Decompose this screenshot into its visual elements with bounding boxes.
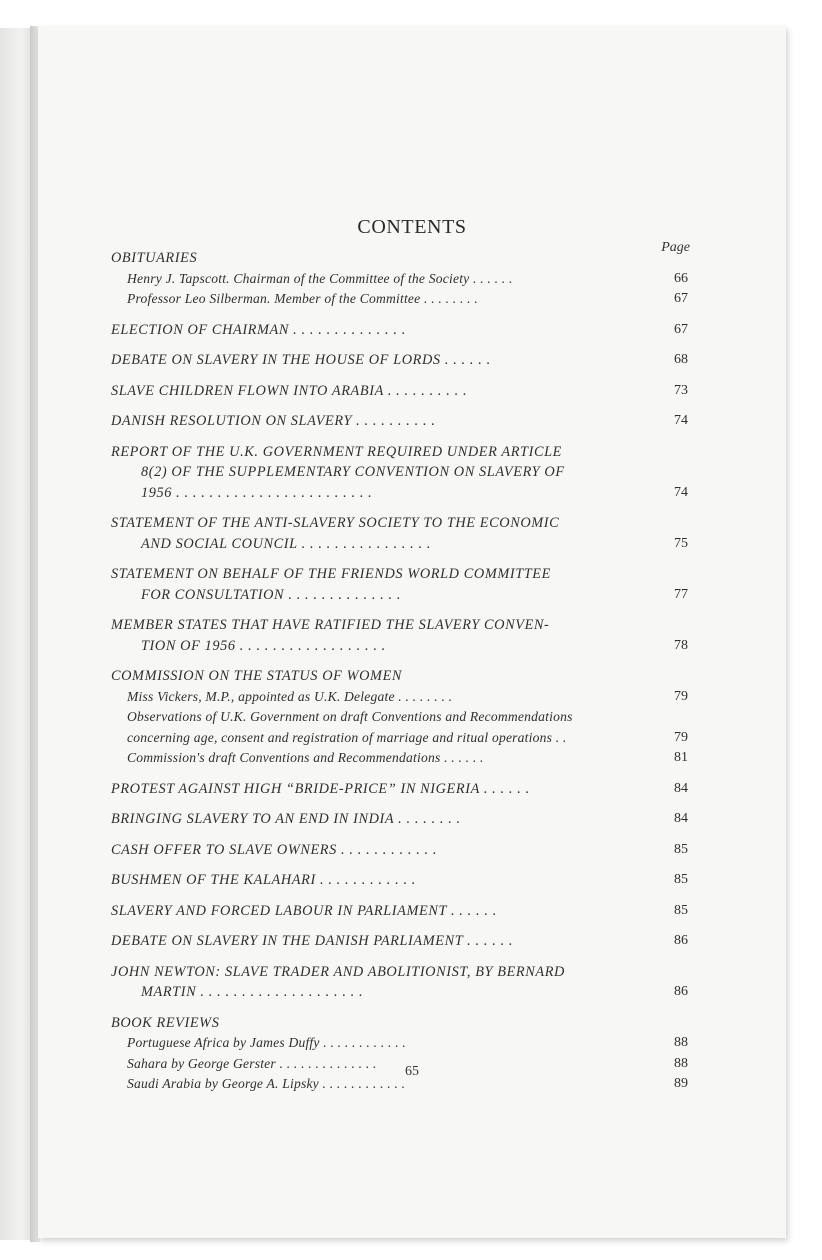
toc-entry-title: Saudi Arabia by George A. Lipsky . . . . . . . . . . . . (127, 1076, 406, 1091)
toc-page-number: 85 (674, 902, 688, 918)
toc-entry-line (111, 513, 688, 534)
toc-entry (111, 870, 688, 891)
toc-page-number: 75 (674, 535, 688, 551)
toc-entry-title: Portuguese Africa by James Duffy . . . . . . . . . . . . (127, 1035, 407, 1050)
toc-entry-title: PROTEST AGAINST HIGH “BRIDE-PRICE” IN NIGERIA . . . . . . (111, 780, 530, 797)
toc-entry-line (111, 483, 688, 504)
toc-entry-title: STATEMENT OF THE ANTI-SLAVERY SOCIETY TO THE ECONOMIC (111, 515, 560, 531)
toc-section (111, 962, 688, 1003)
toc-entry-title: DEBATE ON SLAVERY IN THE DANISH PARLIAMENT . . . . . . (111, 933, 514, 949)
toc-entry-title: Commission's draft Conventions and Recommendations . . . . . . (127, 750, 484, 765)
page-number: 65 (405, 1064, 419, 1079)
toc-entry-line (111, 636, 688, 657)
toc-entry (111, 381, 688, 402)
toc-entry-title: COMMISSION ON THE STATUS OF WOMEN (111, 668, 403, 684)
toc-entry-line (111, 534, 688, 555)
toc-entry (111, 666, 688, 687)
book-page (38, 26, 786, 1238)
toc-entry (111, 779, 688, 800)
toc-entry (111, 350, 688, 371)
toc-entry-title: concerning age, consent and registration of marriage and ritual operations . . (127, 729, 567, 745)
toc-entry-title: BUSHMEN OF THE KALAHARI . . . . . . . . . . . . (111, 872, 416, 888)
toc-page-number: 88 (674, 1035, 688, 1050)
toc-entry-title: SLAVERY AND FORCED LABOUR IN PARLIAMENT . . . . . . (111, 902, 497, 919)
toc-page-number: 79 (674, 729, 688, 745)
toc-page-number: 67 (674, 321, 688, 337)
toc-section (111, 840, 688, 861)
toc-entry (111, 1033, 688, 1054)
toc-section (111, 666, 688, 769)
toc-page-number: 74 (674, 484, 688, 500)
toc-entry (111, 320, 688, 341)
toc-section (111, 931, 688, 952)
page-title: CONTENTS (357, 216, 467, 238)
toc-section (111, 615, 688, 656)
toc-entry-line (111, 962, 688, 983)
toc-entry-title: FOR CONSULTATION . . . . . . . . . . . . . . (141, 586, 402, 603)
toc-entry-title: Miss Vickers, M.P., appointed as U.K. Delegate . . . . . . . . (127, 688, 453, 704)
toc-entry-title: AND SOCIAL COUNCIL . . . . . . . . . . . . . . . . (141, 535, 432, 552)
toc-page-number: 78 (674, 637, 688, 653)
toc-entry (111, 687, 688, 708)
toc-entry-title: 1956 . . . . . . . . . . . . . . . . . . . . . . . . (141, 484, 373, 501)
toc-entry-title: OBITUARIES (111, 250, 198, 266)
toc-entry (111, 248, 688, 269)
toc-entry (111, 748, 688, 769)
toc-entry (111, 289, 688, 310)
toc-entry-title: CASH OFFER TO SLAVE OWNERS . . . . . . . . . . . . (111, 841, 438, 858)
toc-entry-line (111, 982, 688, 1003)
toc-page-number: 84 (674, 811, 688, 826)
toc-entry-title: SLAVE CHILDREN FLOWN INTO ARABIA . . . . . . . . . . (111, 382, 468, 399)
toc-section (111, 248, 688, 310)
toc-entry-line (111, 462, 688, 483)
toc-entry-title: 8(2) OF THE SUPPLEMENTARY CONVENTION ON SLAVERY OF (141, 464, 565, 480)
toc-page-number: 68 (674, 352, 688, 367)
toc-page-number: 86 (674, 984, 688, 999)
toc-page-number: 66 (674, 270, 688, 286)
toc-entry-title: DANISH RESOLUTION ON SLAVERY . . . . . . . . . . (111, 413, 436, 429)
toc-page-number: 84 (674, 780, 688, 796)
toc-entry-title: Professor Leo Silberman. Member of the Committee . . . . . . . . (127, 291, 478, 306)
toc-page-number: 88 (674, 1055, 688, 1071)
toc-page-number: 79 (674, 688, 688, 704)
toc-entry-line (111, 442, 688, 463)
toc-section (111, 779, 688, 800)
toc-entry-line (111, 615, 688, 636)
toc-entry (111, 809, 688, 830)
toc-entry-title: MEMBER STATES THAT HAVE RATIFIED THE SLAVERY CONVEN- (111, 617, 550, 633)
toc-section (111, 350, 688, 371)
toc-page-number: 85 (674, 872, 688, 887)
toc-entry-line (111, 707, 688, 728)
toc-section (111, 320, 688, 341)
toc-entry (111, 901, 688, 922)
toc-entry (111, 269, 688, 290)
toc-page-number: 89 (674, 1076, 688, 1091)
toc-section (111, 411, 688, 432)
toc-entry-title: ELECTION OF CHAIRMAN . . . . . . . . . . . . . . (111, 321, 406, 338)
page-column-heading: Page (661, 240, 690, 255)
toc-section (111, 513, 688, 554)
toc-entry-title: Henry J. Tapscott. Chairman of the Committee of the Society . . . . . . (127, 270, 513, 286)
toc-section (111, 901, 688, 922)
toc-entry-title: STATEMENT ON BEHALF OF THE FRIENDS WORLD COMMITTEE (111, 566, 551, 582)
toc-entry-title: REPORT OF THE U.K. GOVERNMENT REQUIRED UNDER ARTICLE (111, 443, 562, 460)
toc-entry-title: BOOK REVIEWS (111, 1014, 220, 1031)
toc-entry-title: JOHN NEWTON: SLAVE TRADER AND ABOLITIONIST, BY BERNARD (111, 963, 565, 980)
toc-section (111, 564, 688, 605)
toc-entry-line (111, 728, 688, 749)
toc-entry (111, 411, 688, 432)
toc-page-number: 74 (674, 413, 688, 428)
toc-section (111, 381, 688, 402)
toc-entry-title: BRINGING SLAVERY TO AN END IN INDIA . . . . . . . . (111, 811, 461, 827)
toc-entry (111, 931, 688, 952)
toc-page-number: 77 (674, 586, 688, 602)
toc-page-number: 85 (674, 841, 688, 857)
toc-entry-title: DEBATE ON SLAVERY IN THE HOUSE OF LORDS . . . . . . (111, 352, 491, 368)
toc-entry-title: Sahara by George Gerster . . . . . . . . . . . . . . (127, 1055, 377, 1071)
toc-entry-line (111, 564, 688, 585)
toc-entry (111, 840, 688, 861)
toc-entry-line (111, 585, 688, 606)
toc-section (111, 870, 688, 891)
toc-entry-title: MARTIN . . . . . . . . . . . . . . . . . . . . (141, 984, 364, 1000)
toc-entry-title: TION OF 1956 . . . . . . . . . . . . . . . . . . (141, 637, 386, 654)
toc-page-number: 81 (674, 750, 688, 765)
toc-entry (111, 1013, 688, 1034)
table-of-contents (111, 248, 688, 1095)
toc-entry-title: Observations of U.K. Government on draft Conventions and Recommendations (127, 709, 573, 724)
toc-section (111, 809, 688, 830)
toc-page-number: 73 (674, 382, 688, 398)
toc-section (111, 1013, 688, 1095)
toc-page-number: 86 (674, 933, 688, 948)
toc-section (111, 442, 688, 504)
toc-page-number: 67 (674, 291, 688, 306)
